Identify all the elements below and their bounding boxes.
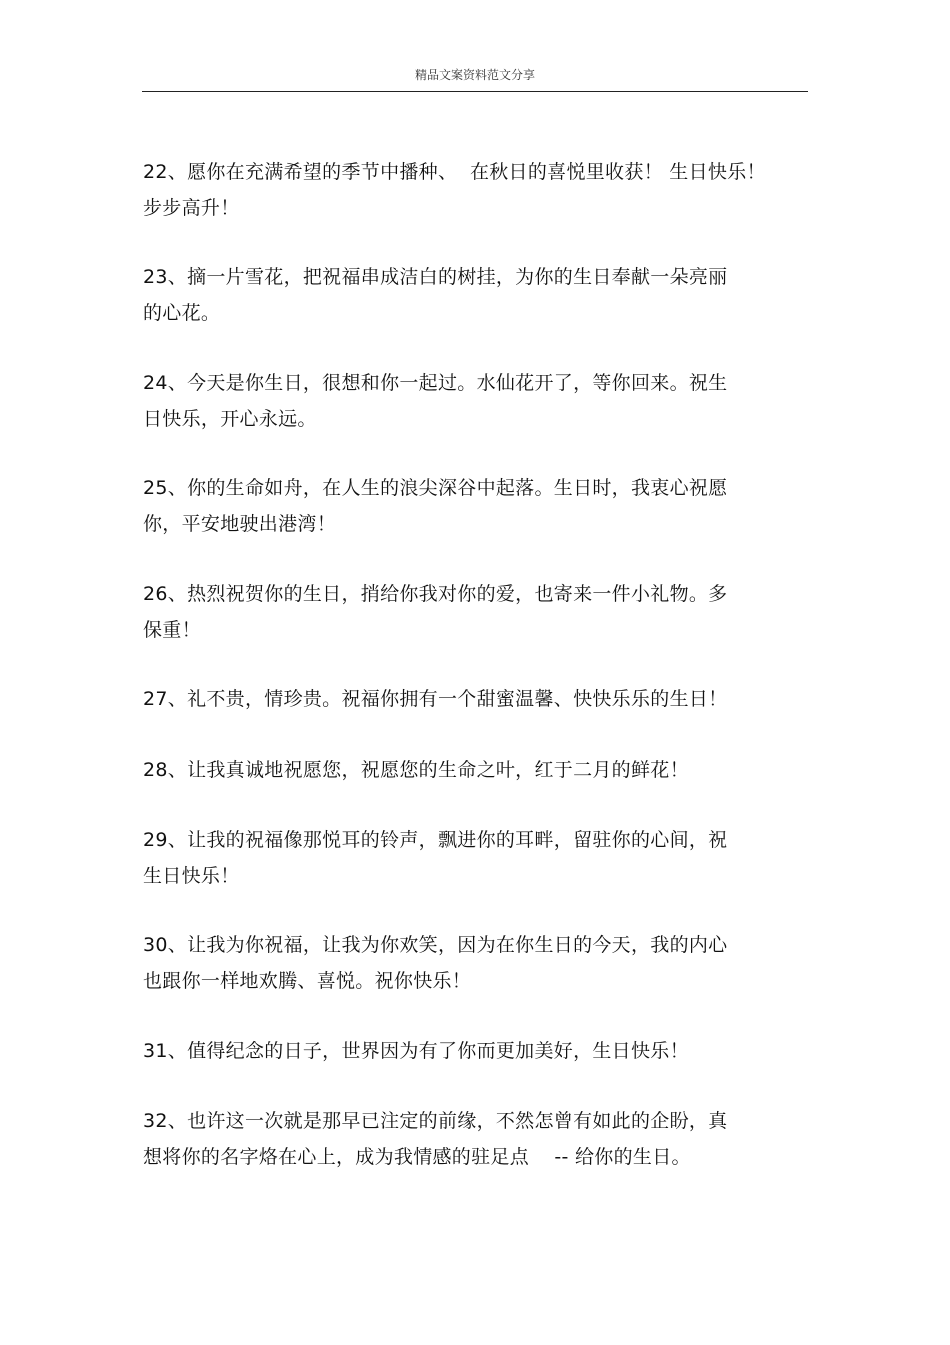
entry-29 bbox=[143, 822, 793, 894]
entry-line: 步步高升！ bbox=[143, 197, 240, 219]
entry-line: 25、你的生命如舟，在人生的浪尖深谷中起落。生日时，我衷心祝愿 bbox=[143, 477, 728, 499]
entry-line: 26、热烈祝贺你的生日，捎给你我对你的爱，也寄来一件小礼物。多 bbox=[143, 583, 728, 605]
entry-line: 也跟你一样地欢腾、喜悦。祝你快乐！ bbox=[143, 970, 472, 992]
entry-31 bbox=[143, 1033, 793, 1069]
entry-28 bbox=[143, 752, 793, 788]
entry-line: 32、也许这一次就是那早已注定的前缘，不然怎曾有如此的企盼，真 bbox=[143, 1110, 728, 1132]
entry-line: 31、值得纪念的日子，世界因为有了你而更加美好，生日快乐！ bbox=[143, 1040, 689, 1062]
entry-32 bbox=[143, 1103, 793, 1175]
entry-line: 你，平安地驶出港湾！ bbox=[143, 513, 337, 535]
entry-26 bbox=[143, 576, 793, 648]
entry-23 bbox=[143, 259, 793, 331]
entry-line: 30、让我为你祝福，让我为你欢笑，因为在你生日的今天，我的内心 bbox=[143, 934, 728, 956]
entry-line: 保重！ bbox=[143, 619, 201, 641]
page-header: 精品文案资料范文分享 bbox=[414, 68, 535, 82]
entry-line: 23、摘一片雪花，把祝福串成洁白的树挂，为你的生日奉献一朵亮丽 bbox=[143, 266, 728, 288]
entry-24 bbox=[143, 365, 793, 437]
entry-27 bbox=[143, 681, 793, 717]
entry-line: 的心花。 bbox=[143, 302, 221, 324]
entry-line: 生日快乐！ bbox=[143, 865, 240, 887]
entry-30 bbox=[143, 927, 793, 999]
header-rule bbox=[142, 91, 808, 92]
entry-line: 29、让我的祝福像那悦耳的铃声，飘进你的耳畔，留驻你的心间，祝 bbox=[143, 829, 728, 851]
entry-line: 27、礼不贵，情珍贵。祝福你拥有一个甜蜜温馨、快快乐乐的生日！ bbox=[143, 688, 728, 710]
entry-line: 日快乐，开心永远。 bbox=[143, 408, 317, 430]
entry-line: 22、愿你在充满希望的季节中播种、 在秋日的喜悦里收获！ 生日快乐！ bbox=[143, 161, 766, 183]
entry-line: 想将你的名字烙在心上，成为我情感的驻足点 -- 给你的生日。 bbox=[143, 1146, 691, 1168]
entry-22 bbox=[143, 154, 793, 226]
entry-25 bbox=[143, 470, 793, 542]
entry-line: 24、今天是你生日，很想和你一起过。水仙花开了，等你回来。祝生 bbox=[143, 372, 728, 394]
entry-line: 28、让我真诚地祝愿您，祝愿您的生命之叶，红于二月的鲜花！ bbox=[143, 759, 689, 781]
